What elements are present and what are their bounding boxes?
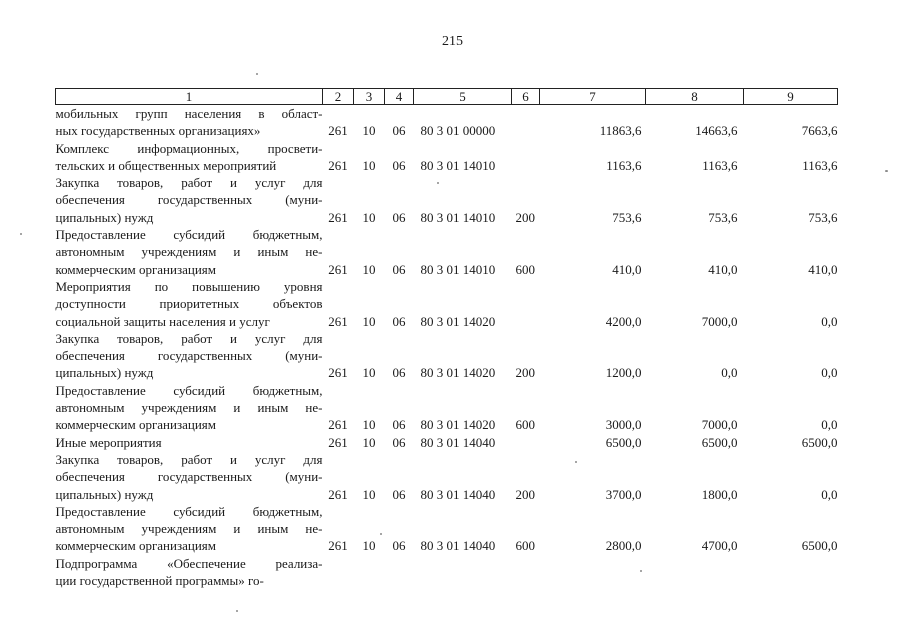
row-name-line: ципальных) нужд (55, 486, 154, 502)
target-article-code: 80 3 01 14020 (420, 313, 496, 329)
code-col-3: 10 (362, 434, 376, 450)
row-name (56, 174, 323, 226)
row-name-line: тельских и общественных мероприятий (55, 157, 277, 173)
row-name (56, 451, 323, 503)
code-col-2: 261 (328, 365, 348, 381)
amount-col-9: 6500,0 (801, 538, 838, 554)
expense-type-code (512, 140, 540, 175)
code-col-3: 10 (362, 486, 376, 502)
code-col-2: 261 (328, 123, 348, 139)
expense-type-code (512, 555, 540, 590)
amount-col-8: 4700,0 (701, 538, 738, 554)
column-header-2: 2 (323, 89, 354, 105)
amount-col-9: 7663,6 (801, 123, 838, 139)
code-col-4: 06 (392, 434, 406, 450)
code-col-4: 06 (392, 486, 406, 502)
row-name-line: автономным учреждениям и иным не- (55, 244, 323, 260)
row-name (56, 503, 323, 555)
code-col-3: 10 (362, 365, 376, 381)
scan-speck (575, 461, 577, 463)
row-name-line: Закупка товаров, работ и услуг для (55, 451, 323, 467)
code-col-3: 10 (362, 123, 376, 139)
code-col-4: 06 (392, 365, 406, 381)
amount-col-7: 1200,0 (605, 365, 642, 381)
expense-type-code: 600 (515, 261, 535, 277)
row-name (56, 330, 323, 382)
row-name-line: ципальных) нужд (55, 209, 154, 225)
row-name (56, 382, 323, 434)
row-name (56, 555, 323, 590)
code-col-2: 261 (328, 417, 348, 433)
target-article-code: 80 3 01 14020 (420, 417, 496, 433)
table-row (56, 503, 838, 555)
row-name (56, 140, 323, 175)
code-col-2: 261 (328, 313, 348, 329)
column-header-6: 6 (512, 89, 540, 105)
amount-col-7: 410,0 (612, 261, 642, 277)
code-col-2: 261 (328, 538, 348, 554)
table-row (56, 105, 838, 140)
amount-col-9: 0,0 (821, 417, 838, 433)
row-name (56, 278, 323, 330)
row-name-line: Закупка товаров, работ и услуг для (55, 330, 323, 346)
code-col-2: 261 (328, 157, 348, 173)
scan-speck (236, 610, 238, 612)
target-article-code: 80 3 01 14040 (420, 486, 496, 502)
amount-col-7: 2800,0 (605, 538, 642, 554)
amount-col-8: 14663,6 (695, 123, 738, 139)
target-article-code: 80 3 01 00000 (420, 123, 496, 139)
code-col-3: 10 (362, 313, 376, 329)
column-header-4: 4 (385, 89, 414, 105)
amount-col-7: 1163,6 (606, 157, 642, 173)
target-article-code (414, 555, 512, 590)
amount-col-8: 7000,0 (701, 417, 738, 433)
column-number-header-row (56, 89, 838, 105)
table-row (56, 174, 838, 226)
target-article-code: 80 3 01 14010 (420, 209, 496, 225)
row-name-line: доступности приоритетных объектов (55, 296, 323, 312)
amount-col-7: 753,6 (612, 209, 642, 225)
code-col-4: 06 (392, 538, 406, 554)
amount-col-8: 6500,0 (701, 434, 738, 450)
target-article-code: 80 3 01 14010 (420, 261, 496, 277)
amount-col-8: 7000,0 (701, 313, 738, 329)
table-row (56, 140, 838, 175)
page-number: 215 (442, 34, 463, 49)
table-row (56, 278, 838, 330)
row-name-line: ции государственной программы» го- (55, 573, 264, 589)
code-col-4: 06 (392, 123, 406, 139)
code-col-4: 06 (392, 417, 406, 433)
column-header-1: 1 (56, 89, 323, 105)
expense-type-code: 200 (515, 365, 535, 381)
row-name-line: Предоставление субсидий бюджетным, (55, 382, 323, 398)
code-col-2: 261 (328, 209, 348, 225)
amount-col-9: 6500,0 (801, 434, 838, 450)
code-col-4: 06 (392, 261, 406, 277)
row-name-line: Предоставление субсидий бюджетным, (55, 227, 323, 243)
amount-col-7: 3000,0 (605, 417, 642, 433)
table-row (56, 226, 838, 278)
expense-type-code: 200 (515, 209, 535, 225)
amount-col-8: 410,0 (708, 261, 738, 277)
target-article-code: 80 3 01 14040 (420, 538, 496, 554)
amount-col-8: 1163,6 (702, 157, 738, 173)
row-name-line: коммерческим организациям (55, 261, 217, 277)
column-header-9: 9 (744, 89, 838, 105)
table-row (56, 382, 838, 434)
expense-type-code (512, 434, 540, 451)
code-col-2: 261 (328, 486, 348, 502)
row-name-line: социальной защиты населения и услуг (55, 313, 270, 329)
row-name (56, 226, 323, 278)
table-row (56, 451, 838, 503)
code-col-4 (385, 555, 414, 590)
expense-type-code: 600 (515, 417, 535, 433)
row-name-line: коммерческим организациям (55, 417, 217, 433)
target-article-code: 80 3 01 14040 (420, 434, 496, 450)
amount-col-9: 0,0 (821, 365, 838, 381)
code-col-3: 10 (362, 261, 376, 277)
expense-type-code: 200 (515, 486, 535, 502)
expense-type-code (512, 278, 540, 330)
column-header-8: 8 (646, 89, 744, 105)
code-col-4: 06 (392, 313, 406, 329)
target-article-code: 80 3 01 14020 (420, 365, 496, 381)
code-col-3: 10 (362, 157, 376, 173)
table-body (56, 105, 838, 590)
target-article-code: 80 3 01 14010 (420, 157, 496, 173)
scan-speck (640, 570, 642, 572)
amount-col-8 (646, 555, 744, 590)
amount-col-9: 0,0 (821, 486, 838, 502)
code-col-3: 10 (362, 209, 376, 225)
code-col-2: 261 (328, 434, 348, 450)
code-col-2: 261 (328, 261, 348, 277)
code-col-3 (354, 555, 385, 590)
scan-speck (437, 182, 439, 184)
row-name-line: мобильных групп населения в област- (55, 106, 323, 121)
row-name-line: Комплекс информационных, просвети- (55, 140, 323, 156)
scan-speck (380, 533, 382, 535)
budget-table (55, 88, 838, 589)
scan-speck (885, 170, 888, 172)
amount-col-8: 753,6 (708, 209, 738, 225)
row-name-line: обеспечения государственных (муни- (55, 348, 323, 364)
row-name-line: Закупка товаров, работ и услуг для (55, 175, 323, 191)
scan-speck (256, 73, 258, 75)
code-col-4: 06 (392, 157, 406, 173)
amount-col-9 (744, 555, 838, 590)
row-name (56, 434, 323, 451)
row-name-line: Подпрограмма «Обеспечение реализа- (55, 555, 323, 571)
amount-col-7: 11863,6 (599, 123, 642, 139)
row-name-line: ципальных) нужд (55, 365, 154, 381)
code-col-3: 10 (362, 538, 376, 554)
scan-speck (20, 233, 22, 235)
code-col-3: 10 (362, 417, 376, 433)
column-header-7: 7 (540, 89, 646, 105)
row-name-line: Мероприятия по повышению уровня (55, 278, 323, 294)
row-name-line: коммерческим организациям (55, 538, 217, 554)
row-name-line: Иные мероприятия (55, 434, 162, 450)
amount-col-7 (540, 555, 646, 590)
row-name-line: автономным учреждениям и иным не- (55, 521, 323, 537)
amount-col-9: 410,0 (808, 261, 838, 277)
table-row (56, 330, 838, 382)
row-name-line: ных государственных организациях» (55, 123, 261, 139)
row-name-line: автономным учреждениям и иным не- (55, 400, 323, 416)
row-name-line: Предоставление субсидий бюджетным, (55, 503, 323, 519)
amount-col-8: 1800,0 (701, 486, 738, 502)
amount-col-9: 0,0 (821, 313, 838, 329)
table-row (56, 555, 838, 590)
column-header-3: 3 (354, 89, 385, 105)
row-name (56, 105, 323, 140)
column-header-5: 5 (414, 89, 512, 105)
table-row (56, 434, 838, 451)
row-name-line: обеспечения государственных (муни- (55, 469, 323, 485)
amount-col-9: 753,6 (808, 209, 838, 225)
amount-col-7: 4200,0 (605, 313, 642, 329)
row-name-line: обеспечения государственных (муни- (55, 192, 323, 208)
amount-col-9: 1163,6 (802, 157, 838, 173)
amount-col-7: 3700,0 (605, 486, 642, 502)
amount-col-8: 0,0 (721, 365, 738, 381)
expense-type-code (512, 105, 540, 140)
code-col-4: 06 (392, 209, 406, 225)
amount-col-7: 6500,0 (605, 434, 642, 450)
expense-type-code: 600 (515, 538, 535, 554)
code-col-2 (323, 555, 354, 590)
